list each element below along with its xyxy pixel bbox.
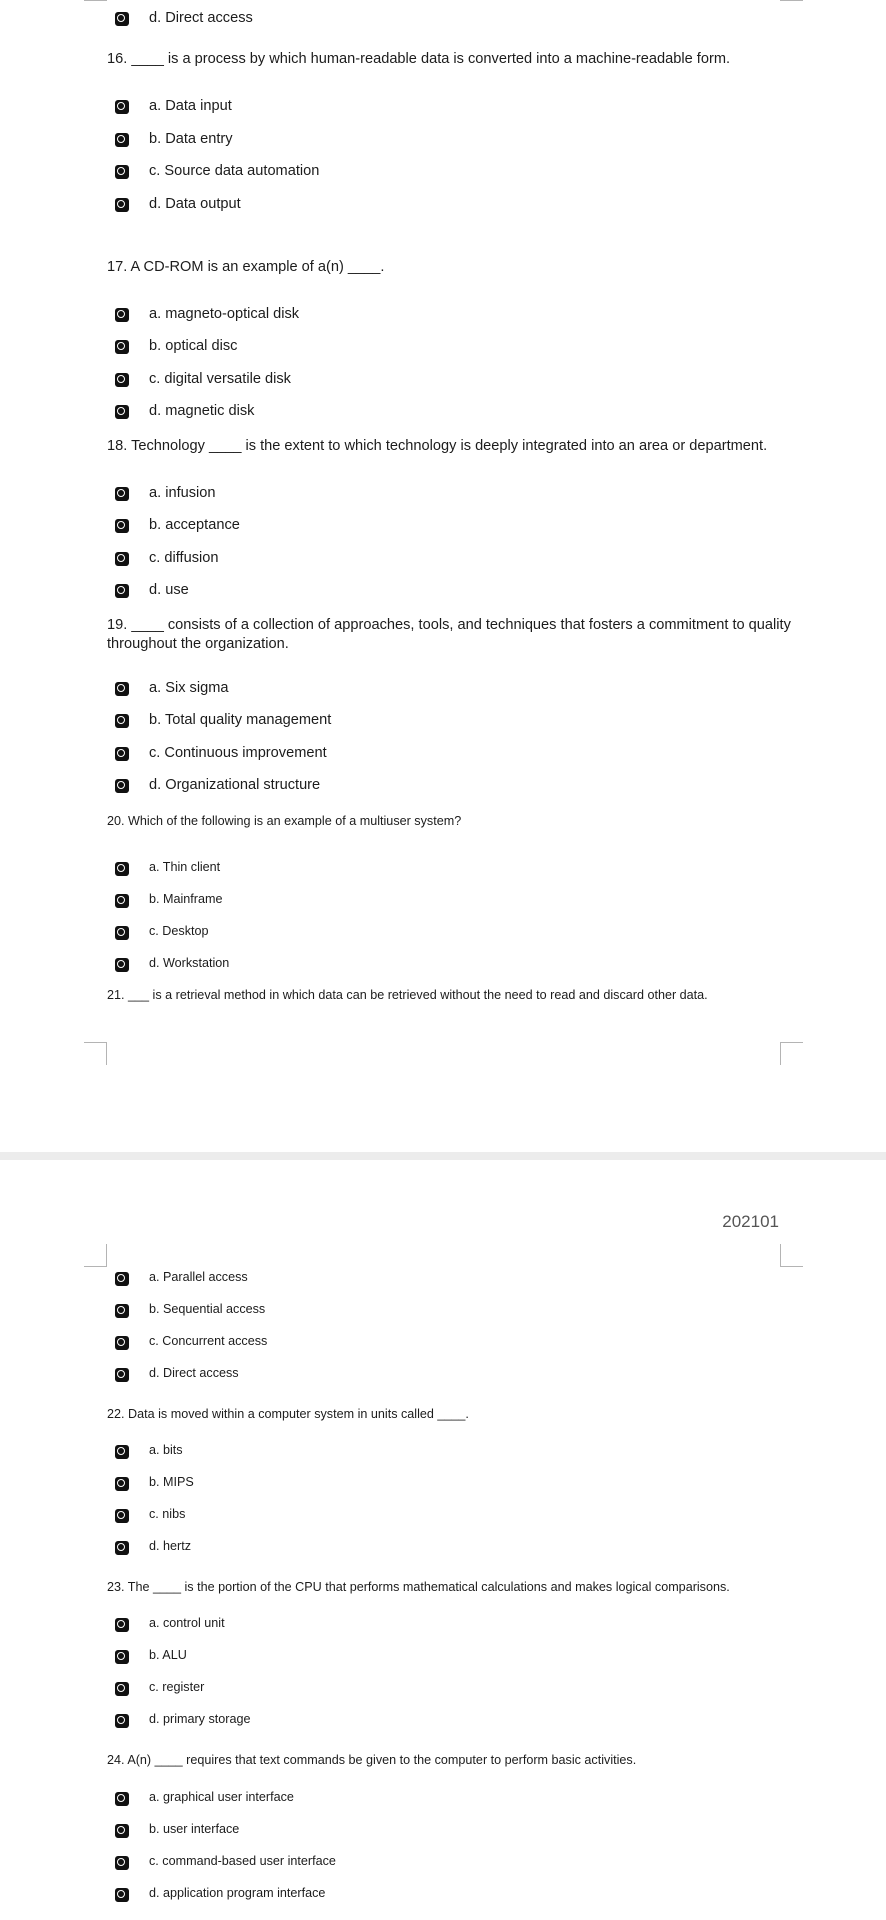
question-20: 20. Which of the following is an example of a multiuser system? <box>107 814 462 828</box>
radio-button[interactable] <box>115 1304 129 1318</box>
radio-button[interactable] <box>115 682 129 696</box>
radio-button[interactable] <box>115 373 129 387</box>
option-label: b. MIPS <box>149 1475 194 1489</box>
option-label: b. Sequential access <box>149 1302 266 1316</box>
option-label: a. control unit <box>149 1616 225 1630</box>
radio-button[interactable] <box>115 1509 129 1523</box>
option-label: c. command-based user interface <box>149 1854 336 1868</box>
option-label: d. use <box>149 582 189 598</box>
option-label: b. Data entry <box>149 131 233 147</box>
radio-button[interactable] <box>115 1856 129 1870</box>
crop-mark <box>780 0 803 1</box>
crop-mark <box>84 0 107 1</box>
radio-button[interactable] <box>115 714 129 728</box>
option-label: b. Mainframe <box>149 892 223 906</box>
question-18: 18. Technology ____ is the extent to which technology is deeply integrated into an area or department. <box>107 438 768 454</box>
option-label: c. digital versatile disk <box>149 371 291 387</box>
option-label: c. Source data automation <box>149 163 320 179</box>
radio-button[interactable] <box>115 165 129 179</box>
radio-button[interactable] <box>115 894 129 908</box>
question-17: 17. A CD-ROM is an example of a(n) ____. <box>107 259 385 275</box>
crop-mark <box>780 1244 803 1267</box>
option-label: d. hertz <box>149 1539 191 1553</box>
option-label: d. Organizational structure <box>149 777 321 793</box>
radio-button[interactable] <box>115 487 129 501</box>
radio-button[interactable] <box>115 1336 129 1350</box>
option-label: b. acceptance <box>149 517 240 533</box>
option-label: b. ALU <box>149 1648 187 1662</box>
option-label: a. graphical user interface <box>149 1790 294 1804</box>
radio-button[interactable] <box>115 552 129 566</box>
question-24: 24. A(n) ____ requires that text commands be given to the computer to perform basic activities. <box>107 1753 637 1767</box>
page-number: 202101 <box>722 1212 779 1231</box>
radio-button[interactable] <box>115 12 129 26</box>
option-label: a. Six sigma <box>149 680 229 696</box>
option-label: a. infusion <box>149 485 216 501</box>
option-label: c. diffusion <box>149 550 219 566</box>
option-label: c. Continuous improvement <box>149 745 327 761</box>
radio-button[interactable] <box>115 1792 129 1806</box>
option-label: d. Direct access <box>149 10 253 26</box>
option-label: d. application program interface <box>149 1886 326 1900</box>
question-19: 19. ____ consists of a collection of approaches, tools, and techniques that fosters a commitment to quality throughout the organization. <box>107 617 791 652</box>
radio-button[interactable] <box>115 133 129 147</box>
crop-mark <box>780 1042 803 1065</box>
option-label: a. bits <box>149 1443 183 1457</box>
radio-button[interactable] <box>115 1714 129 1728</box>
option-label: d. magnetic disk <box>149 403 255 419</box>
radio-button[interactable] <box>115 198 129 212</box>
radio-button[interactable] <box>115 958 129 972</box>
radio-button[interactable] <box>115 1477 129 1491</box>
option-label: c. Concurrent access <box>149 1334 268 1348</box>
option-label: d. Data output <box>149 196 241 212</box>
radio-button[interactable] <box>115 584 129 598</box>
option-label: a. Parallel access <box>149 1270 248 1284</box>
radio-button[interactable] <box>115 100 129 114</box>
radio-button[interactable] <box>115 405 129 419</box>
radio-button[interactable] <box>115 308 129 322</box>
radio-button[interactable] <box>115 862 129 876</box>
radio-button[interactable] <box>115 1272 129 1286</box>
option-label: a. Data input <box>149 98 232 114</box>
option-label: b. optical disc <box>149 338 238 354</box>
option-label: a. magneto-optical disk <box>149 306 300 322</box>
radio-button[interactable] <box>115 519 129 533</box>
radio-button[interactable] <box>115 1618 129 1632</box>
page-divider <box>0 1152 886 1160</box>
radio-button[interactable] <box>115 1650 129 1664</box>
radio-button[interactable] <box>115 340 129 354</box>
radio-button[interactable] <box>115 1682 129 1696</box>
question-23: 23. The ____ is the portion of the CPU that performs mathematical calculations and makes logical comparisons. <box>107 1580 730 1594</box>
question-22: 22. Data is moved within a computer system in units called ____. <box>107 1407 469 1421</box>
option-label: d. primary storage <box>149 1712 251 1726</box>
radio-button[interactable] <box>115 926 129 940</box>
option-label: b. Total quality management <box>149 712 332 728</box>
crop-mark <box>84 1042 107 1065</box>
option-label: b. user interface <box>149 1822 240 1836</box>
option-label: c. Desktop <box>149 924 209 938</box>
crop-mark <box>84 1244 107 1267</box>
option-label: d. Workstation <box>149 956 230 970</box>
radio-button[interactable] <box>115 1368 129 1382</box>
radio-button[interactable] <box>115 1888 129 1902</box>
option-label: c. nibs <box>149 1507 186 1521</box>
radio-button[interactable] <box>115 1541 129 1555</box>
question-16: 16. ____ is a process by which human-readable data is converted into a machine-readable form. <box>107 51 731 67</box>
question-21: 21. ___ is a retrieval method in which data can be retrieved without the need to read and discard other data. <box>107 988 708 1002</box>
radio-button[interactable] <box>115 747 129 761</box>
option-label: c. register <box>149 1680 205 1694</box>
document-page-2 <box>0 1160 886 1920</box>
option-label: d. Direct access <box>149 1366 239 1380</box>
radio-button[interactable] <box>115 1824 129 1838</box>
radio-button[interactable] <box>115 779 129 793</box>
radio-button[interactable] <box>115 1445 129 1459</box>
option-label: a. Thin client <box>149 860 221 874</box>
